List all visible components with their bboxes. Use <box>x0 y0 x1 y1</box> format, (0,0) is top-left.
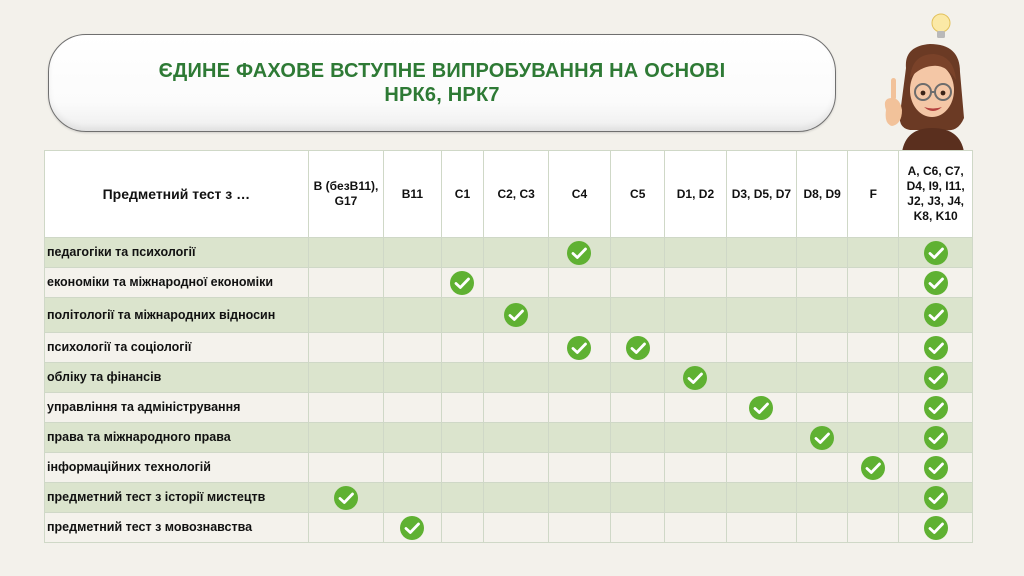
table-cell <box>308 238 384 268</box>
checkmark-icon <box>923 240 949 266</box>
table-cell <box>899 363 973 393</box>
table-cell <box>308 268 384 298</box>
table-cell <box>484 363 548 393</box>
table-cell <box>797 333 848 363</box>
table-cell <box>726 513 797 543</box>
table-cell <box>665 333 726 363</box>
table-cell <box>484 513 548 543</box>
table-cell <box>848 393 899 423</box>
table-cell <box>548 268 610 298</box>
table-cell <box>797 363 848 393</box>
row-label: обліку та фінансів <box>45 363 309 393</box>
table-cell <box>797 238 848 268</box>
row-label: предметний тест з історії мистецтв <box>45 483 309 513</box>
table-cell <box>548 363 610 393</box>
table-cell <box>726 423 797 453</box>
table-cell <box>726 333 797 363</box>
table-cell <box>726 238 797 268</box>
table-cell <box>441 363 484 393</box>
header-subject: Предметний тест з … <box>45 151 309 238</box>
table-cell <box>548 238 610 268</box>
table-cell <box>797 453 848 483</box>
table-cell <box>899 423 973 453</box>
row-label: політології та міжнародних відносин <box>45 298 309 333</box>
table-cell <box>484 483 548 513</box>
table-cell <box>665 453 726 483</box>
checkmark-icon <box>748 395 774 421</box>
table-row <box>45 513 973 543</box>
table-cell <box>665 513 726 543</box>
table-cell <box>484 268 548 298</box>
checkmark-icon <box>566 335 592 361</box>
header-col-7: D3, D5, D7 <box>726 151 797 238</box>
table-cell <box>441 298 484 333</box>
table-cell <box>384 333 441 363</box>
checkmark-icon <box>923 455 949 481</box>
table-cell <box>441 483 484 513</box>
checkmark-icon <box>399 515 425 541</box>
table-cell <box>548 333 610 363</box>
title-line-1: ЄДИНЕ ФАХОВЕ ВСТУПНЕ ВИПРОБУВАННЯ НА ОСНОВІ <box>158 60 726 82</box>
title-line-2: НРК6, НРК7 <box>384 84 500 106</box>
table-cell <box>899 298 973 333</box>
header-col-5: C5 <box>611 151 665 238</box>
row-label: права та міжнародного права <box>45 423 309 453</box>
table-cell <box>384 363 441 393</box>
table-row <box>45 363 973 393</box>
table-cell <box>899 393 973 423</box>
table-cell <box>548 513 610 543</box>
row-label: економіки та міжнародної економіки <box>45 268 309 298</box>
table-cell <box>665 298 726 333</box>
table-cell <box>441 393 484 423</box>
table-cell <box>308 333 384 363</box>
lightbulb-icon <box>932 14 950 38</box>
table-cell <box>848 238 899 268</box>
table-cell <box>848 333 899 363</box>
table-cell <box>611 513 665 543</box>
table-cell <box>665 238 726 268</box>
table-cell <box>665 268 726 298</box>
table-cell <box>548 453 610 483</box>
avatar-memoji-icon <box>868 6 978 152</box>
header-col-6: D1, D2 <box>665 151 726 238</box>
table-cell <box>384 298 441 333</box>
checkmark-icon <box>333 485 359 511</box>
table-cell <box>797 423 848 453</box>
table-cell <box>665 483 726 513</box>
table-cell <box>611 483 665 513</box>
header-col-4: C4 <box>548 151 610 238</box>
header-col-8: D8, D9 <box>797 151 848 238</box>
header-col-1: B11 <box>384 151 441 238</box>
table-cell <box>441 238 484 268</box>
table-cell <box>665 393 726 423</box>
table-cell <box>611 423 665 453</box>
table-cell <box>797 513 848 543</box>
table-cell <box>848 483 899 513</box>
table-cell <box>308 453 384 483</box>
table-cell <box>441 513 484 543</box>
table-cell <box>899 483 973 513</box>
table-cell <box>899 268 973 298</box>
table-row <box>45 423 973 453</box>
table-cell <box>848 453 899 483</box>
table-cell <box>899 513 973 543</box>
table-cell <box>548 298 610 333</box>
table-cell <box>848 423 899 453</box>
table-cell <box>484 298 548 333</box>
table-cell <box>726 363 797 393</box>
table-cell <box>441 333 484 363</box>
table-cell <box>611 393 665 423</box>
header-col-10: A, C6, C7, D4, I9, I11, J2, J3, J4, K8, K10 <box>899 151 973 238</box>
table-cell <box>548 483 610 513</box>
checkmark-icon <box>923 425 949 451</box>
table-cell <box>548 393 610 423</box>
table-cell <box>665 363 726 393</box>
row-label: управління та адміністрування <box>45 393 309 423</box>
checkmark-icon <box>566 240 592 266</box>
checkmark-icon <box>449 270 475 296</box>
table-cell <box>484 333 548 363</box>
table-cell <box>384 393 441 423</box>
table-cell <box>899 238 973 268</box>
row-label: психології та соціології <box>45 333 309 363</box>
table-header-row <box>45 151 973 238</box>
table-cell <box>611 363 665 393</box>
table-row <box>45 268 973 298</box>
table-cell <box>611 453 665 483</box>
table-row <box>45 453 973 483</box>
checkmark-icon <box>923 515 949 541</box>
table-cell <box>899 333 973 363</box>
checkmark-icon <box>923 485 949 511</box>
checkmark-icon <box>923 395 949 421</box>
table-cell <box>665 423 726 453</box>
header-col-9: F <box>848 151 899 238</box>
header-col-2: C1 <box>441 151 484 238</box>
table-cell <box>848 513 899 543</box>
table-cell <box>308 298 384 333</box>
table-cell <box>484 453 548 483</box>
table-cell <box>384 423 441 453</box>
table-cell <box>484 423 548 453</box>
table-cell <box>308 363 384 393</box>
table-cell <box>441 423 484 453</box>
table-cell <box>384 483 441 513</box>
table-row <box>45 333 973 363</box>
table-cell <box>308 423 384 453</box>
table-cell <box>848 363 899 393</box>
table-cell <box>548 423 610 453</box>
subjects-table <box>44 150 973 543</box>
table-cell <box>611 298 665 333</box>
table-cell <box>726 453 797 483</box>
table-cell <box>797 268 848 298</box>
table-cell <box>484 238 548 268</box>
checkmark-icon <box>923 302 949 328</box>
row-label: інформаційних технологій <box>45 453 309 483</box>
title-banner <box>48 34 836 132</box>
checkmark-icon <box>625 335 651 361</box>
checkmark-icon <box>923 335 949 361</box>
checkmark-icon <box>503 302 529 328</box>
table-cell <box>384 513 441 543</box>
checkmark-icon <box>682 365 708 391</box>
table-cell <box>441 453 484 483</box>
table-cell <box>726 483 797 513</box>
table-cell <box>848 268 899 298</box>
checkmark-icon <box>923 270 949 296</box>
table-cell <box>308 393 384 423</box>
table-row <box>45 483 973 513</box>
table-cell <box>384 238 441 268</box>
row-label: педагогіки та психології <box>45 238 309 268</box>
table-cell <box>611 238 665 268</box>
table-row <box>45 393 973 423</box>
table-cell <box>797 483 848 513</box>
header-col-3: C2, C3 <box>484 151 548 238</box>
table-cell <box>441 268 484 298</box>
table-cell <box>797 298 848 333</box>
row-label: предметний тест з мовознавства <box>45 513 309 543</box>
table-cell <box>308 483 384 513</box>
checkmark-icon <box>809 425 835 451</box>
table-row <box>45 238 973 268</box>
table-cell <box>848 298 899 333</box>
header-col-0: B (безB11), G17 <box>308 151 384 238</box>
table-cell <box>797 393 848 423</box>
table-cell <box>726 298 797 333</box>
table-cell <box>726 268 797 298</box>
table-row <box>45 298 973 333</box>
table-cell <box>726 393 797 423</box>
table-cell <box>611 268 665 298</box>
table-cell <box>308 513 384 543</box>
table-cell <box>384 268 441 298</box>
table-cell <box>484 393 548 423</box>
checkmark-icon <box>860 455 886 481</box>
table-cell <box>611 333 665 363</box>
checkmark-icon <box>923 365 949 391</box>
table-cell <box>384 453 441 483</box>
table-cell <box>899 453 973 483</box>
